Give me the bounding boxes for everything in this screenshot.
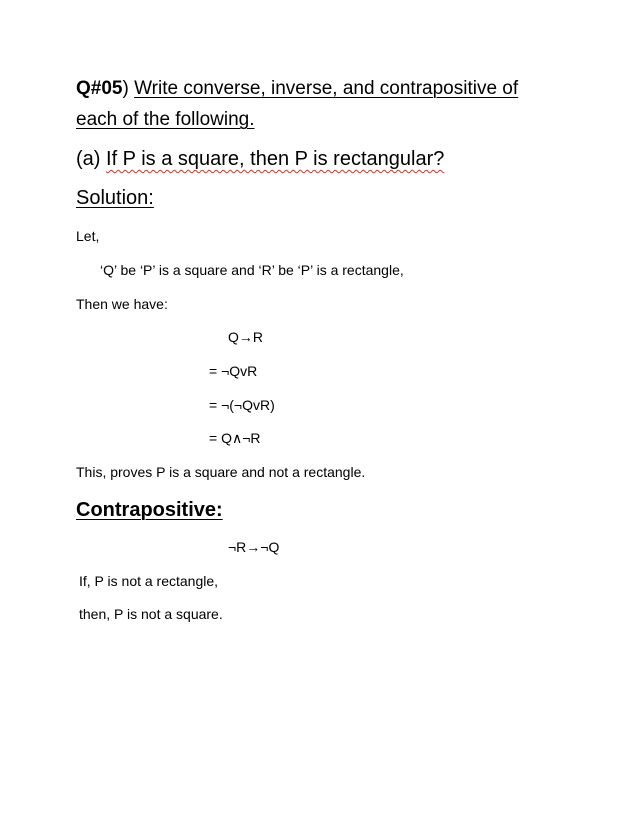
let-text: Let,: [76, 228, 100, 244]
expression-negation: = ¬(¬QvR): [209, 397, 275, 413]
contrapositive-heading: [76, 500, 223, 520]
contrapositive-heading-text: Contrapositive:: [76, 499, 223, 521]
question-text-line-1: Write converse, inverse, and contrapositive of: [134, 78, 519, 99]
question-line-1: [76, 79, 518, 98]
contrapositive-expression: ¬R→¬Q: [228, 539, 280, 555]
expression-disjunction: = ¬QvR: [209, 363, 258, 379]
part-a-prefix: (a): [76, 148, 101, 170]
definition-text: ‘Q’ be ‘P’ is a square and ‘R’ be ‘P’ is a rectangle,: [100, 262, 404, 278]
then-we-have-text: Then we have:: [76, 296, 168, 312]
solution-heading: [76, 188, 154, 208]
conclusion-text: This, proves P is a square and not a rectangle.: [76, 464, 366, 480]
question-paren: ): [122, 78, 129, 99]
part-a-line: [76, 149, 444, 169]
expression-conjunction: = Q∧¬R: [209, 430, 261, 446]
expression-implication: Q→R: [228, 329, 263, 345]
part-a-statement: If P is a square, then P is rectangular?: [106, 148, 445, 170]
question-number: Q#05: [76, 78, 123, 99]
question-text-line-2: each of the following.: [76, 109, 255, 130]
question-line-2: [76, 110, 255, 129]
contrapositive-line-2: then, P is not a square.: [79, 606, 223, 622]
contrapositive-line-1: If, P is not a rectangle,: [79, 573, 219, 589]
solution-heading-text: Solution:: [76, 187, 154, 209]
